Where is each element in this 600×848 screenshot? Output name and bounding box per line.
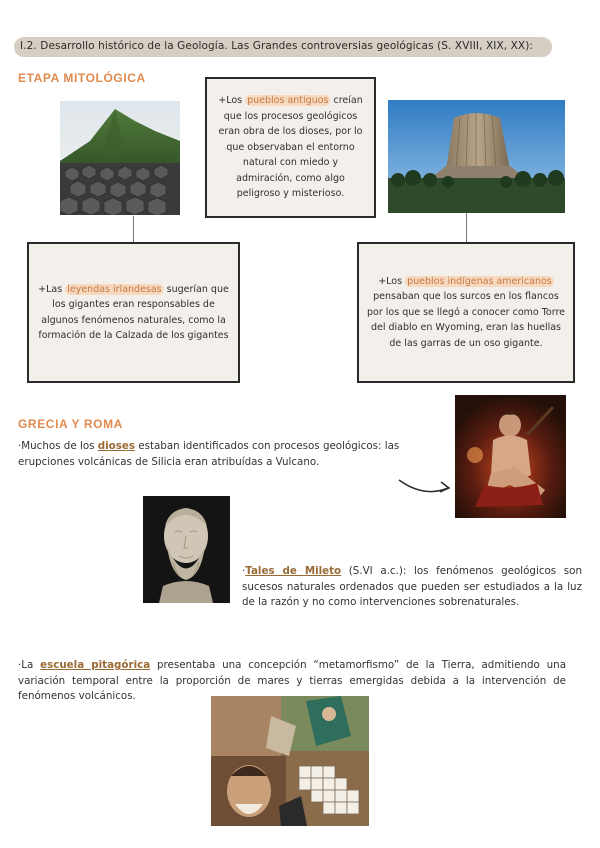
box-leyendas-irlandesas: [27, 242, 240, 383]
box-prefix: +Los: [378, 275, 406, 287]
section-heading-grecia: GRECIA Y ROMA: [18, 417, 123, 431]
box-pueblos-indigenas: [357, 242, 575, 383]
para-text: estaban identificados con procesos geológicos: las erupciones volcánicas de Silicia eran atribuídas a Vulcano.: [18, 440, 400, 468]
paragraph-tales: [242, 564, 582, 611]
curved-arrow-icon: [396, 470, 454, 500]
pitagoras-collage: [211, 696, 369, 826]
link-escuela-pitagorica[interactable]: escuela pitagórica: [40, 659, 151, 671]
para-text: (S.VI a.c.): los fenómenos geológicos son sucesos naturales ordenados que pueden ser estudiados a la luz de la razón y no como intervenciones sobrenaturales.: [242, 565, 582, 608]
section-heading-etapa: ETAPA MITOLÓGICA: [18, 71, 146, 85]
paragraph-dioses: [18, 439, 438, 470]
tales-de-mileto-bust: [143, 496, 230, 603]
link-tales-de-mileto[interactable]: Tales de Mileto: [245, 565, 342, 577]
link-dioses[interactable]: dioses: [97, 440, 135, 452]
para-text: presentaba una concepción “metamorfismo” de la Tierra, admitiendo una variación temporal entre la proporción de mares y tierras emergidas debida a la intervención de fenómenos volcánicos.: [18, 659, 567, 702]
giants-causeway-photo: [60, 101, 180, 215]
vulcano-painting: [455, 395, 566, 518]
highlight-leyendas-irlandesas: leyendas irlandesas: [67, 283, 162, 295]
devils-tower-photo: [388, 100, 565, 213]
para-prefix: ·Muchos de los: [18, 440, 98, 452]
para-prefix: ·La: [18, 659, 41, 671]
connector-left: [133, 216, 134, 243]
connector-right: [466, 213, 467, 242]
para-prefix: ·: [242, 565, 246, 577]
box-prefix: +Los: [218, 95, 246, 107]
box-text: pensaban que los surcos en los flancos por los que se llegó a conocer como Torre del diablo en Wyoming, eran las huellas de las garras de un oso gigante.: [367, 291, 566, 349]
box-text: creían que los procesos geológicos eran obra de los dioses, por lo que observaban el entorno natural con miedo y admiración, como algo peligroso y misterioso.: [218, 95, 363, 200]
box-text: sugerían que los gigantes eran responsables de algunos fenómenos naturales, como la formación de la Calzada de los gigantes: [38, 283, 229, 341]
page-title: I.2. Desarrollo histórico de la Geología. Las Grandes controversias geológicas (S. XVIII, XIX, XX):: [20, 40, 534, 52]
box-pueblos-antiguos: [205, 77, 376, 218]
box-prefix: +Las: [38, 283, 66, 295]
highlight-pueblos-indigenas: pueblos indígenas americanos: [407, 275, 552, 287]
highlight-pueblos-antiguos: pueblos antiguos: [247, 95, 329, 107]
